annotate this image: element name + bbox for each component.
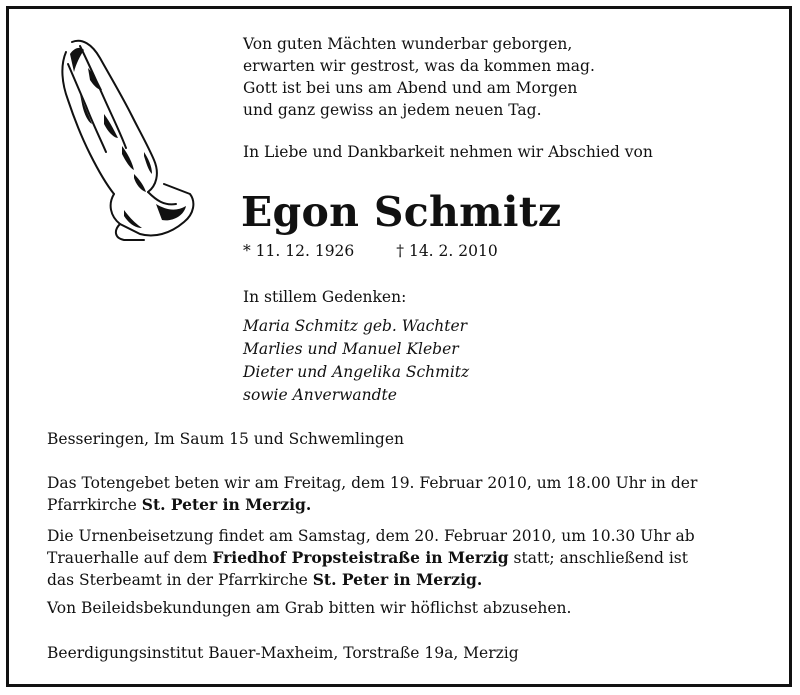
- poem-line: Von guten Mächten wunderbar geborgen,: [243, 35, 573, 53]
- birth-date: * 11. 12. 1926: [243, 242, 355, 260]
- farewell-intro: In Liebe und Dankbarkeit nehmen wir Abschied von: [243, 143, 653, 161]
- memory-heading: In stillem Gedenken:: [243, 288, 407, 306]
- undertaker-info: Beerdigungsinstitut Bauer-Maxheim, Torstraße 19a, Merzig: [47, 644, 519, 662]
- burial-text-cont: statt; anschließend ist: [508, 549, 688, 567]
- mourner: Dieter und Angelika Schmitz: [243, 363, 470, 381]
- burial-text-mass: das Sterbeamt in der Pfarrkirche: [47, 571, 313, 589]
- burial-cemetery: Friedhof Propsteistraße in Merzig: [212, 548, 509, 567]
- poem: [243, 33, 595, 121]
- praying-hands-icon: [44, 34, 204, 244]
- life-dates: [243, 240, 498, 262]
- burial-line-1: Die Urnenbeisetzung findet am Samstag, dem 20. Februar 2010, um 10.30 Uhr ab: [47, 527, 695, 545]
- poem-line: erwarten wir gestrost, was da kommen mag.: [243, 57, 595, 75]
- burial-church: St. Peter in Merzig.: [312, 570, 483, 589]
- mourners-list: [243, 315, 469, 407]
- deceased-name: Egon Schmitz: [241, 188, 562, 236]
- prayer-text: Pfarrkirche: [47, 496, 142, 514]
- prayer-church: St. Peter in Merzig.: [141, 495, 312, 514]
- burial-info: [47, 525, 747, 591]
- condolence-note: Von Beileidsbekundungen am Grab bitten wir höflichst abzusehen.: [47, 599, 572, 617]
- poem-line: Gott ist bei uns am Abend und am Morgen: [243, 79, 578, 97]
- mourner: Marlies und Manuel Kleber: [243, 340, 459, 358]
- prayer-line-1: Das Totengebet beten wir am Freitag, dem 19. Februar 2010, um 18.00 Uhr in der: [47, 474, 698, 492]
- mourner: Maria Schmitz geb. Wachter: [243, 317, 468, 335]
- death-date: † 14. 2. 2010: [396, 242, 498, 260]
- burial-line-2: [47, 547, 747, 569]
- mourner: sowie Anverwandte: [243, 386, 397, 404]
- prayer-info: [47, 472, 747, 516]
- prayer-line-2: [47, 494, 747, 516]
- burial-line-3: [47, 569, 747, 591]
- poem-line: und ganz gewiss an jedem neuen Tag.: [243, 101, 542, 119]
- burial-text: Trauerhalle auf dem: [47, 549, 213, 567]
- address: Besseringen, Im Saum 15 und Schwemlingen: [47, 430, 404, 448]
